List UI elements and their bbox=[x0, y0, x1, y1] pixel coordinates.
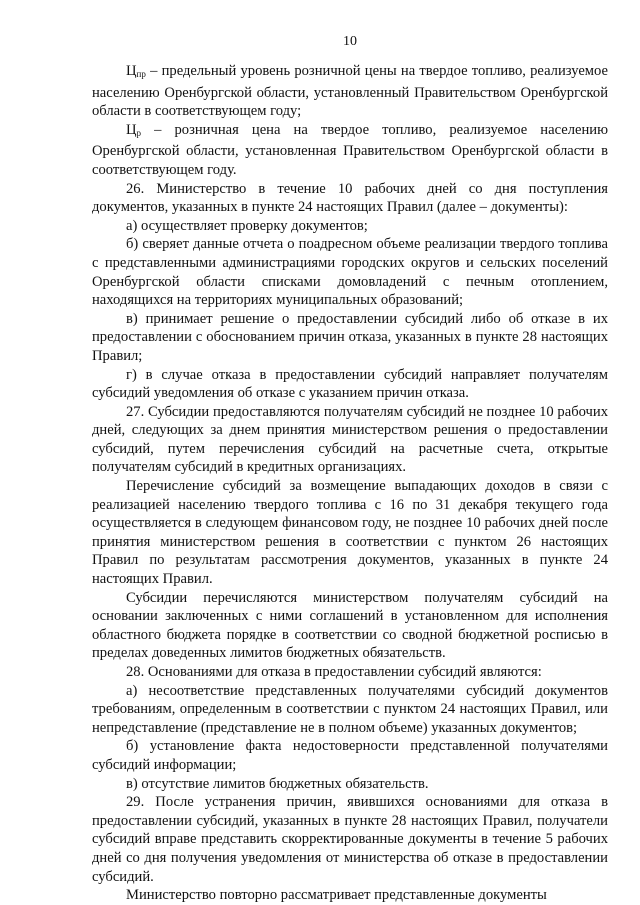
symbol-c: Ц bbox=[126, 63, 137, 79]
clause-29: 29. После устранения причин, явившихся основаниями для отказа в предоставлении субсидий, указанных в пункте 28 настоящих Правил, получатели субсидий вправе представить скорректированные документы в течение 5 рабочих дней со дня получения уведомления от министерства об отказе в предоставлении субсидий. bbox=[92, 794, 608, 885]
definition-text: – предельный уровень розничной цены на твердое топливо, реализуемое населению Оренбургской области, установленный Правительством Оренбургской области в соответствующем году; bbox=[92, 63, 608, 120]
clause-28-a: а) несоответствие представленных получателями субсидий документов требованиям, определенным в соответствии с пунктом 24 настоящих Правил, или непредставление (представление не в полном объеме) указанных документов; bbox=[92, 682, 608, 736]
symbol-subscript: р bbox=[136, 127, 142, 138]
document-body bbox=[92, 62, 608, 905]
clause-27-paragraph-2: Перечисление субсидий за возмещение выпадающих доходов в связи с реализацией населению твердого топлива с 16 по 31 декабря текущего года осуществляется в следующем финансовом году, не позднее 10 рабочих дней после принятия министерством решения в соответствии с пунктом 26 настоящих Правил по результатам рассмотрения документов, указанных в пункте 24 настоящих Правил. bbox=[92, 478, 608, 588]
clause-26-a: а) осуществляет проверку документов; bbox=[126, 217, 368, 234]
clause-26-b: б) сверяет данные отчета о поадресном объеме реализации твердого топлива с представленными администрациями городских округов и сельских поселений Оренбургской области списками домовладений с печным отоплением, находящихся на территориях муниципальных образований; bbox=[92, 236, 608, 309]
clause-28-b: б) установление факта недостоверности представленной получателями субсидий информации; bbox=[92, 738, 608, 773]
clause-26-g: г) в случае отказа в предоставлении субсидий направляет получателям субсидий уведомления об отказе с указанием причин отказа. bbox=[92, 366, 608, 402]
clause-28: 28. Основаниями для отказа в предоставлении субсидий являются: bbox=[126, 664, 542, 680]
clause-26-v: в) принимает решение о предоставлении субсидий либо об отказе в их предоставлении с обоснованием причин отказа, указанных в пункте 28 настоящих Правил; bbox=[92, 310, 608, 364]
clause-28-v: в) отсутствие лимитов бюджетных обязательств. bbox=[126, 775, 429, 792]
clause-27-paragraph-3: Субсидии перечисляются министерством получателям субсидий на основании заключенных с ними соглашений в установленном для исполнения областного бюджета порядке в соответствии со сводной бюджетной росписью в пределах доведенных лимитов бюджетных обязательств. bbox=[92, 589, 608, 662]
page-number: 10 bbox=[343, 34, 357, 49]
symbol-c: Ц bbox=[126, 121, 137, 138]
clause-27: 27. Субсидии предоставляются получателям субсидий не позднее 10 рабочих дней, следующих за днем принятия министерством решения о предоставлении субсидий, путем перечисления субсидий на расчетные счета, открытые получателям субсидий в кредитных организациях. bbox=[92, 403, 608, 476]
clause-29-paragraph-2: Министерство повторно рассматривает представленные документы bbox=[126, 887, 547, 904]
definition-text: – розничная цена на твердое топливо, реализуемое населению Оренбургской области, установленная Правительством Оренбургской области в соответствующем году. bbox=[92, 121, 608, 178]
symbol-subscript: пр bbox=[136, 69, 146, 79]
clause-26: 26. Министерство в течение 10 рабочих дней со дня поступления документов, указанных в пункте 24 настоящих Правил (далее – документы): bbox=[92, 180, 608, 216]
formula-definition-retail-price bbox=[92, 121, 608, 180]
formula-definition-max-price bbox=[92, 62, 608, 121]
